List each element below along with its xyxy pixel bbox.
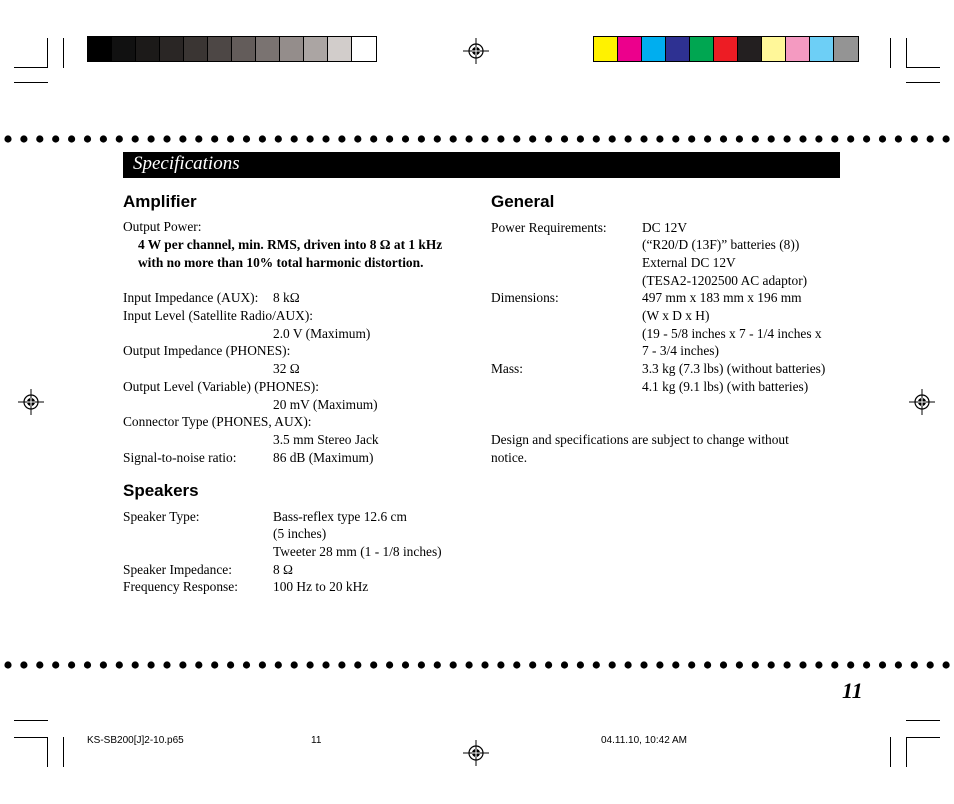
rule-dot bbox=[68, 135, 75, 142]
color-swatch bbox=[112, 37, 136, 61]
footer-page: 11 bbox=[311, 735, 322, 746]
rule-dot bbox=[863, 135, 870, 142]
rule-dot bbox=[132, 661, 139, 668]
rule-dot bbox=[640, 135, 647, 142]
rule-dot bbox=[338, 661, 345, 668]
dotted-rule-bottom bbox=[0, 659, 954, 671]
speakers-heading: Speakers bbox=[123, 481, 199, 500]
rule-dot bbox=[20, 661, 27, 668]
rule-dot bbox=[943, 661, 950, 668]
rule-dot bbox=[259, 661, 266, 668]
rule-dot bbox=[307, 135, 314, 142]
spec-value: (19 - 5/8 inches x 7 - 1/4 inches x bbox=[642, 326, 822, 341]
color-swatch bbox=[88, 37, 112, 61]
rule-dot bbox=[561, 661, 568, 668]
rule-dot bbox=[704, 661, 711, 668]
rule-dot bbox=[434, 135, 441, 142]
spec-value: 4.1 kg (9.1 lbs) (with batteries) bbox=[642, 379, 809, 394]
spec-value: (“R20/D (13F)” batteries (8)) bbox=[642, 237, 800, 252]
rule-dot bbox=[768, 135, 775, 142]
rule-dot bbox=[227, 135, 234, 142]
rule-dot bbox=[52, 661, 59, 668]
spec-label: Input Impedance (AUX): bbox=[123, 290, 259, 305]
rule-dot bbox=[195, 135, 202, 142]
spec-value: 20 mV (Maximum) bbox=[273, 397, 378, 412]
rule-dot bbox=[418, 135, 425, 142]
rule-dot bbox=[752, 661, 759, 668]
rule-dot bbox=[466, 661, 473, 668]
rule-dot bbox=[911, 135, 918, 142]
rule-dot bbox=[227, 661, 234, 668]
rule-dot bbox=[847, 135, 854, 142]
rule-dot bbox=[577, 661, 584, 668]
rule-dot bbox=[911, 661, 918, 668]
rule-dot bbox=[370, 135, 377, 142]
rule-dot bbox=[831, 135, 838, 142]
rule-dot bbox=[720, 135, 727, 142]
spec-value: 7 - 3/4 inches) bbox=[642, 343, 719, 358]
rule-dot bbox=[593, 661, 600, 668]
section-title-bar bbox=[123, 152, 840, 178]
rule-dot bbox=[148, 135, 155, 142]
rule-dot bbox=[625, 135, 632, 142]
spec-label: Output Impedance (PHONES): bbox=[123, 343, 291, 358]
color-swatch bbox=[738, 37, 762, 61]
rule-dot bbox=[52, 135, 59, 142]
spec-label: Signal-to-noise ratio: bbox=[123, 450, 237, 465]
rule-dot bbox=[370, 661, 377, 668]
rule-dot bbox=[784, 135, 791, 142]
footer-datetime: 04.11.10, 10:42 AM bbox=[601, 735, 687, 746]
rule-dot bbox=[386, 135, 393, 142]
spec-label: Output Level (Variable) (PHONES): bbox=[123, 379, 319, 394]
rule-dot bbox=[688, 135, 695, 142]
color-swatch bbox=[232, 37, 256, 61]
rule-dot bbox=[20, 135, 27, 142]
rule-dot bbox=[879, 135, 886, 142]
rule-dot bbox=[116, 661, 123, 668]
rule-dot bbox=[481, 661, 488, 668]
spec-value: (TESA2-1202500 AC adaptor) bbox=[642, 273, 808, 288]
color-swatch bbox=[690, 37, 714, 61]
rule-dot bbox=[148, 661, 155, 668]
rule-dot bbox=[434, 661, 441, 668]
spec-value: 3.5 mm Stereo Jack bbox=[273, 432, 379, 447]
rule-dot bbox=[4, 661, 11, 668]
rule-dot bbox=[895, 661, 902, 668]
rule-dot bbox=[799, 661, 806, 668]
rule-dot bbox=[704, 135, 711, 142]
rule-dot bbox=[275, 135, 282, 142]
footer-filename: KS-SB200[J]2-10.p65 bbox=[87, 735, 184, 746]
rule-dot bbox=[895, 135, 902, 142]
spec-value: 497 mm x 183 mm x 196 mm bbox=[642, 290, 802, 305]
rule-dot bbox=[497, 661, 504, 668]
registration-mark-icon bbox=[18, 389, 44, 415]
rule-dot bbox=[211, 661, 218, 668]
rule-dot bbox=[291, 135, 298, 142]
color-swatch bbox=[666, 37, 690, 61]
section-title: Specifications bbox=[133, 153, 240, 174]
rule-dot bbox=[513, 135, 520, 142]
registration-mark-icon bbox=[463, 38, 489, 64]
rule-dot bbox=[243, 135, 250, 142]
rule-dot bbox=[338, 135, 345, 142]
rule-dot bbox=[545, 661, 552, 668]
spec-label: Input Level (Satellite Radio/AUX): bbox=[123, 308, 314, 323]
rule-dot bbox=[386, 661, 393, 668]
rule-dot bbox=[402, 661, 409, 668]
color-swatch bbox=[208, 37, 232, 61]
color-swatch bbox=[280, 37, 304, 61]
disclaimer-note: Design and specifications are subject to change without bbox=[491, 432, 789, 447]
color-swatch bbox=[642, 37, 666, 61]
rule-dot bbox=[211, 135, 218, 142]
rule-dot bbox=[163, 135, 170, 142]
spec-value: 32 Ω bbox=[273, 361, 300, 376]
color-swatch bbox=[714, 37, 738, 61]
rule-dot bbox=[497, 135, 504, 142]
spec-value: 2.0 V (Maximum) bbox=[273, 326, 371, 341]
rule-dot bbox=[36, 661, 43, 668]
rule-dot bbox=[768, 661, 775, 668]
rule-dot bbox=[609, 661, 616, 668]
rule-dot bbox=[100, 661, 107, 668]
spec-value: Tweeter 28 mm (1 - 1/8 inches) bbox=[273, 544, 442, 559]
color-calibration-bar bbox=[593, 36, 859, 62]
rule-dot bbox=[927, 135, 934, 142]
rule-dot bbox=[593, 135, 600, 142]
spec-label: Power Requirements: bbox=[491, 220, 607, 235]
rule-dot bbox=[927, 661, 934, 668]
rule-dot bbox=[450, 135, 457, 142]
rule-dot bbox=[815, 661, 822, 668]
rule-dot bbox=[831, 661, 838, 668]
spec-value: Bass-reflex type 12.6 cm bbox=[273, 509, 407, 524]
amplifier-heading: Amplifier bbox=[123, 192, 197, 211]
rule-dot bbox=[625, 661, 632, 668]
color-swatch bbox=[352, 37, 376, 61]
rule-dot bbox=[307, 661, 314, 668]
spec-value: 8 kΩ bbox=[273, 290, 300, 305]
rule-dot bbox=[672, 661, 679, 668]
rule-dot bbox=[752, 135, 759, 142]
rule-dot bbox=[322, 135, 329, 142]
color-swatch bbox=[834, 37, 858, 61]
color-swatch bbox=[328, 37, 352, 61]
spec-value: 86 dB (Maximum) bbox=[273, 450, 374, 465]
spec-label: Mass: bbox=[491, 361, 523, 376]
rule-dot bbox=[163, 661, 170, 668]
color-swatch bbox=[160, 37, 184, 61]
output-power-line: 4 W per channel, min. RMS, driven into 8 Ω at 1 kHz bbox=[138, 237, 443, 252]
rule-dot bbox=[466, 135, 473, 142]
page-number: 11 bbox=[842, 678, 863, 703]
spec-value: DC 12V bbox=[642, 220, 688, 235]
rule-dot bbox=[736, 661, 743, 668]
rule-dot bbox=[4, 135, 11, 142]
rule-dot bbox=[529, 135, 536, 142]
spec-value: (W x D x H) bbox=[642, 308, 710, 323]
rule-dot bbox=[291, 661, 298, 668]
rule-dot bbox=[943, 135, 950, 142]
rule-dot bbox=[116, 135, 123, 142]
spec-label: Connector Type (PHONES, AUX): bbox=[123, 414, 312, 429]
rule-dot bbox=[354, 135, 361, 142]
rule-dot bbox=[100, 135, 107, 142]
spec-label: Dimensions: bbox=[491, 290, 559, 305]
rule-dot bbox=[84, 135, 91, 142]
spec-value: (5 inches) bbox=[273, 526, 327, 541]
color-swatch bbox=[810, 37, 834, 61]
rule-dot bbox=[799, 135, 806, 142]
rule-dot bbox=[784, 661, 791, 668]
rule-dot bbox=[529, 661, 536, 668]
rule-dot bbox=[132, 135, 139, 142]
output-power-line: with no more than 10% total harmonic distortion. bbox=[138, 255, 424, 270]
rule-dot bbox=[720, 661, 727, 668]
grayscale-calibration-bar bbox=[87, 36, 377, 62]
rule-dot bbox=[736, 135, 743, 142]
rule-dot bbox=[577, 135, 584, 142]
registration-mark-icon bbox=[909, 389, 935, 415]
rule-dot bbox=[481, 135, 488, 142]
spec-value: 100 Hz to 20 kHz bbox=[273, 579, 369, 594]
rule-dot bbox=[815, 135, 822, 142]
rule-dot bbox=[640, 661, 647, 668]
rule-dot bbox=[863, 661, 870, 668]
rule-dot bbox=[656, 135, 663, 142]
general-heading: General bbox=[491, 192, 555, 211]
spec-label: Speaker Impedance: bbox=[123, 562, 232, 577]
rule-dot bbox=[879, 661, 886, 668]
rule-dot bbox=[672, 135, 679, 142]
output-power-label: Output Power: bbox=[123, 219, 202, 234]
dotted-rule-top bbox=[0, 133, 954, 145]
registration-mark-icon bbox=[463, 740, 489, 766]
rule-dot bbox=[561, 135, 568, 142]
rule-dot bbox=[68, 661, 75, 668]
rule-dot bbox=[195, 661, 202, 668]
spec-value: External DC 12V bbox=[642, 255, 736, 270]
rule-dot bbox=[275, 661, 282, 668]
color-swatch bbox=[762, 37, 786, 61]
color-swatch bbox=[618, 37, 642, 61]
rule-dot bbox=[450, 661, 457, 668]
rule-dot bbox=[179, 661, 186, 668]
rule-dot bbox=[847, 661, 854, 668]
rule-dot bbox=[545, 135, 552, 142]
rule-dot bbox=[243, 661, 250, 668]
spec-label: Speaker Type: bbox=[123, 509, 200, 524]
rule-dot bbox=[418, 661, 425, 668]
rule-dot bbox=[179, 135, 186, 142]
color-swatch bbox=[256, 37, 280, 61]
rule-dot bbox=[84, 661, 91, 668]
rule-dot bbox=[36, 135, 43, 142]
rule-dot bbox=[513, 661, 520, 668]
color-swatch bbox=[786, 37, 810, 61]
rule-dot bbox=[259, 135, 266, 142]
color-swatch bbox=[184, 37, 208, 61]
rule-dot bbox=[322, 661, 329, 668]
color-swatch bbox=[304, 37, 328, 61]
rule-dot bbox=[402, 135, 409, 142]
rule-dot bbox=[688, 661, 695, 668]
color-swatch bbox=[594, 37, 618, 61]
spec-value: 3.3 kg (7.3 lbs) (without batteries) bbox=[642, 361, 826, 376]
rule-dot bbox=[609, 135, 616, 142]
spec-value: 8 Ω bbox=[273, 562, 293, 577]
rule-dot bbox=[354, 661, 361, 668]
rule-dot bbox=[656, 661, 663, 668]
spec-label: Frequency Response: bbox=[123, 579, 238, 594]
color-swatch bbox=[136, 37, 160, 61]
disclaimer-note: notice. bbox=[491, 450, 528, 465]
